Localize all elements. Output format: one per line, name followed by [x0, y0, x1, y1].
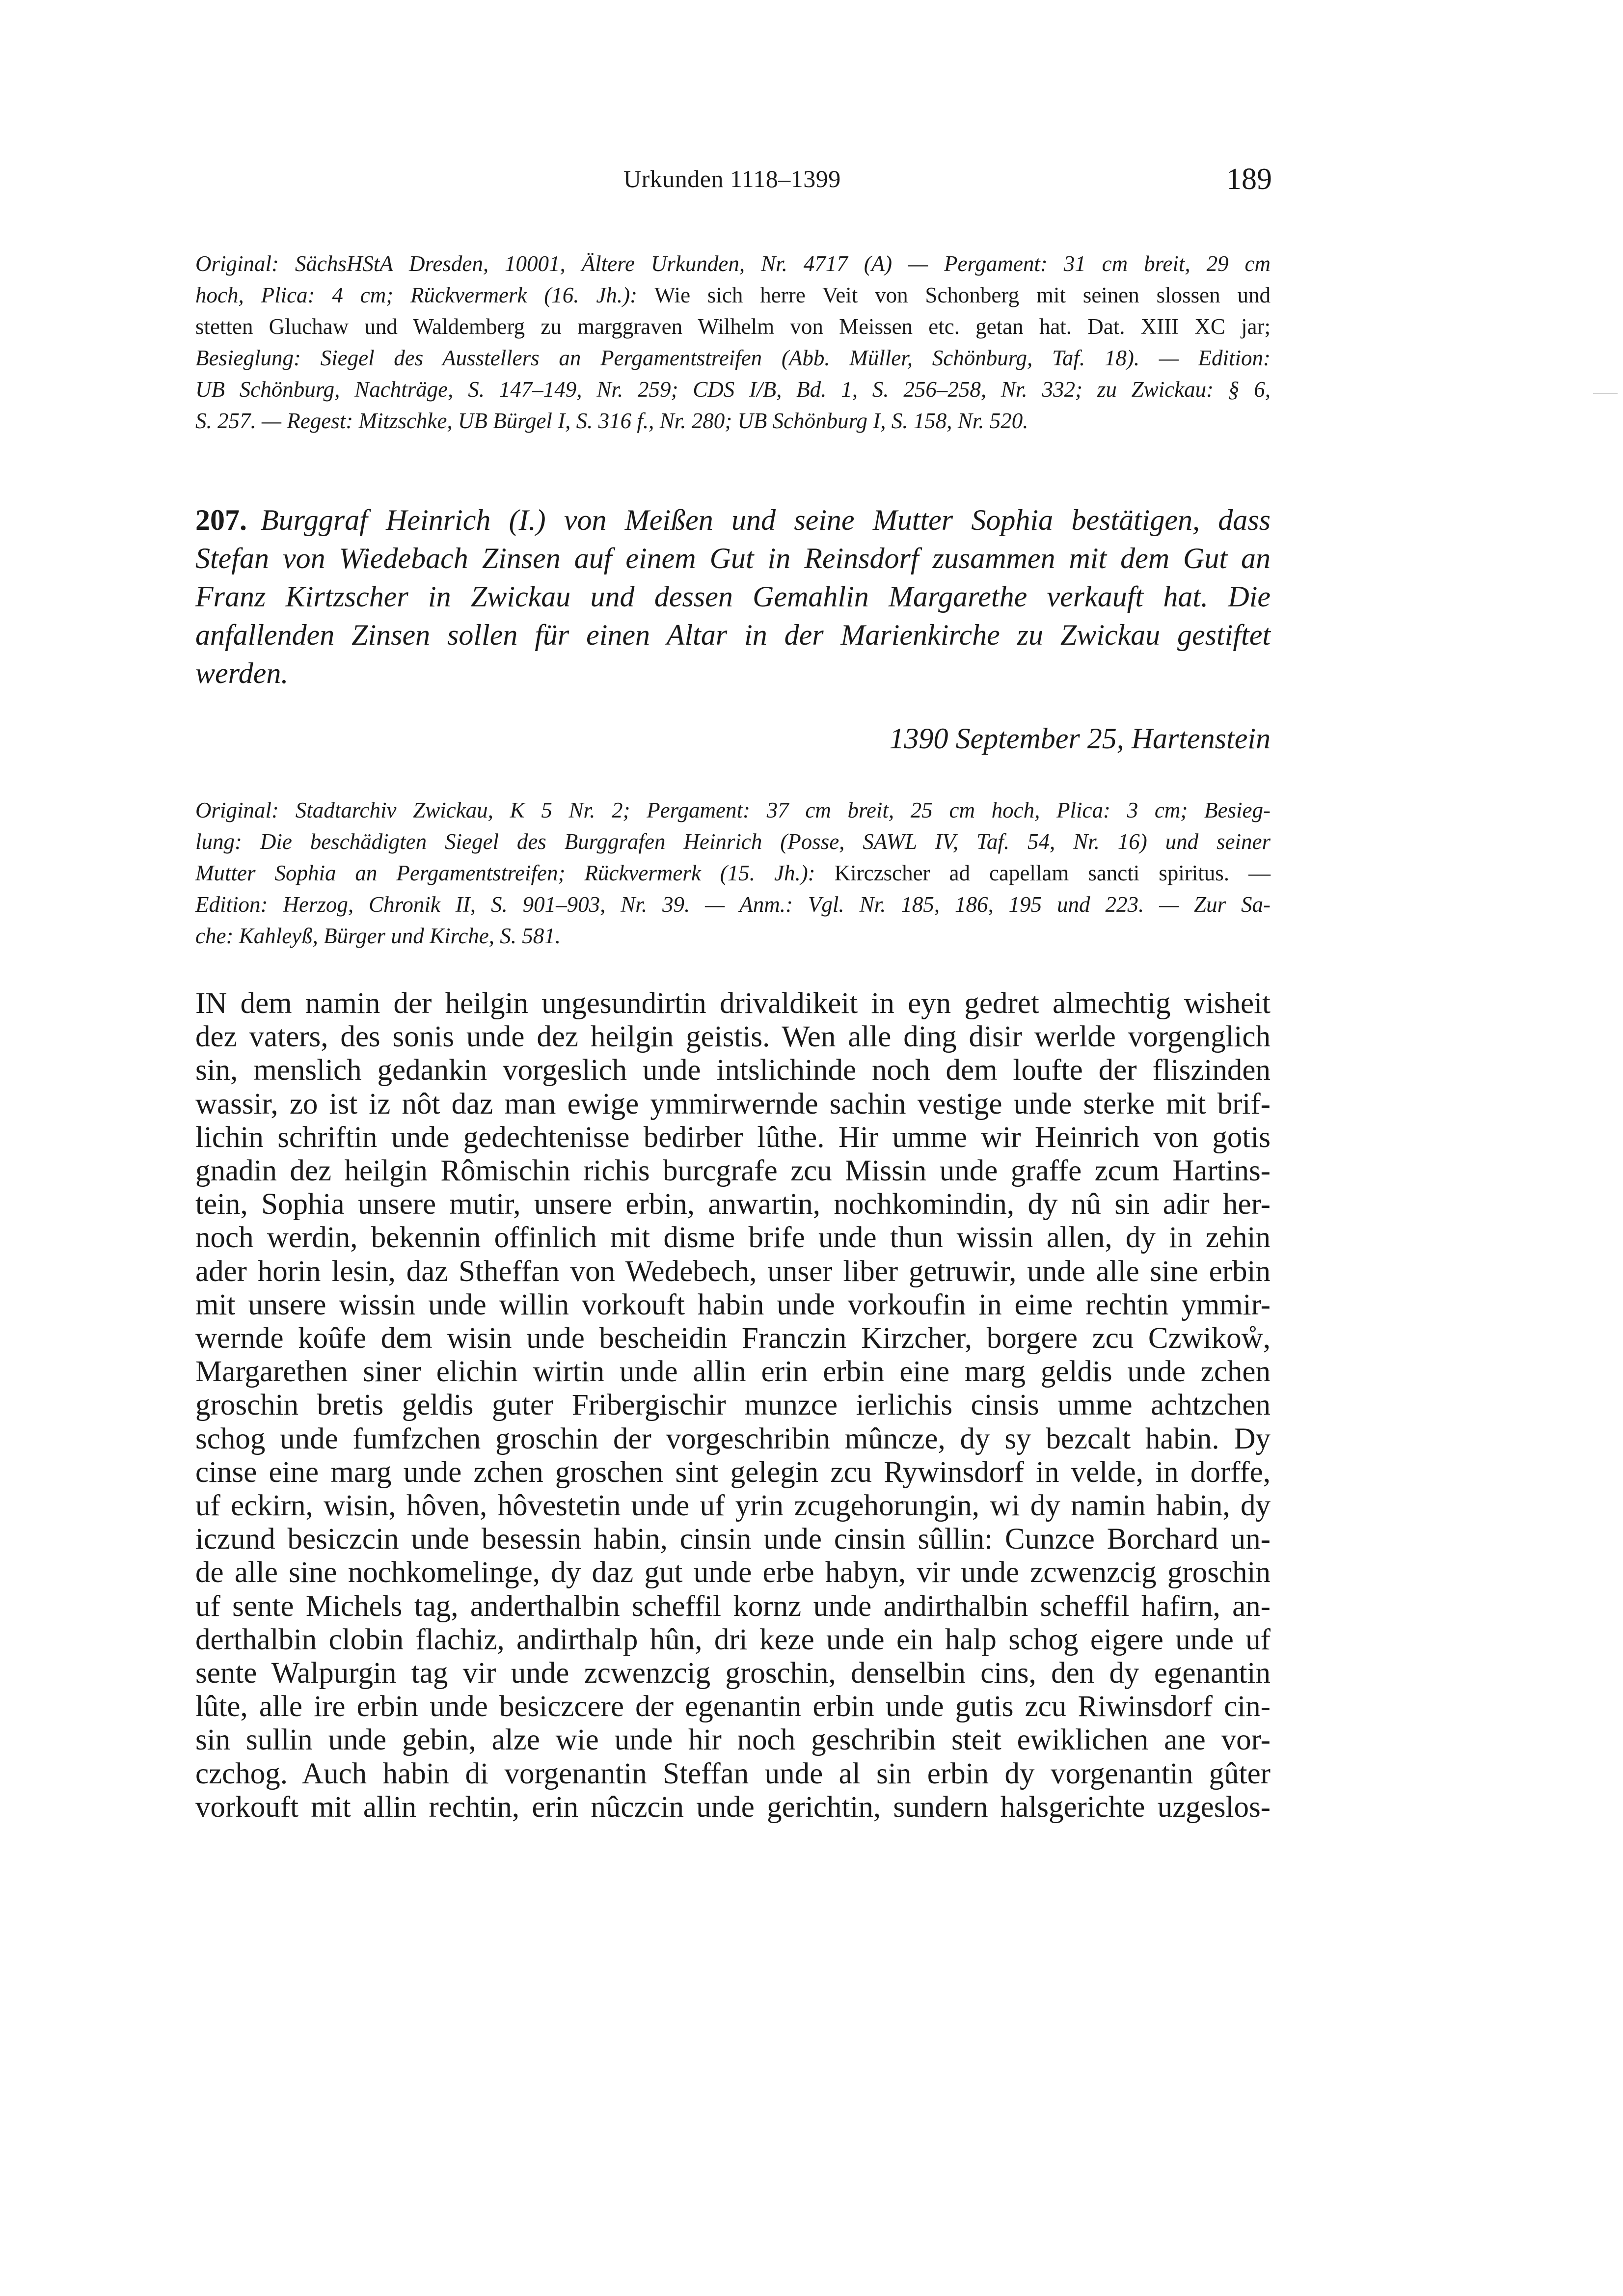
- entry-number: 207.: [195, 504, 247, 536]
- note-line: [195, 405, 1271, 437]
- note-text-roman: Kirczscher ad capellam sancti spiritus. —: [834, 861, 1271, 885]
- note-line: [195, 794, 1271, 826]
- body-line: uf sente Michels tag, anderthalbin scheffil kornz unde andirthalbin scheffil hafirn, an-: [195, 1589, 1271, 1623]
- note-text-italic: Original: Stadtarchiv Zwickau, K 5 Nr. 2; Pergament: 37 cm breit, 25 cm hoch, Plica: 3 cm; Besieg-: [195, 798, 1271, 822]
- body-line: derthalbin clobin flachiz, andirthalp hûn, dri keze unde ein halp schog eigere unde uf: [195, 1623, 1271, 1656]
- note-text-italic: Original: SächsHStA Dresden, 10001, Ältere Urkunden, Nr. 4717 (A) — Pergament: 31 cm breit, 29 cm: [195, 251, 1271, 276]
- note-text-italic: Mutter Sophia an Pergamentstreifen; Rückvermerk (15. Jh.):: [195, 861, 835, 885]
- entry-title-line: werden.: [195, 657, 289, 689]
- note-line: [195, 826, 1271, 857]
- note-text-italic: UB Schönburg, Nachträge, S. 147–149, Nr. 259; CDS I/B, Bd. 1, S. 256–258, Nr. 332; zu Zwickau: § 6,: [195, 377, 1271, 402]
- note-line: [195, 279, 1271, 311]
- note-line: [195, 374, 1271, 405]
- body-line: lichin schriftin unde gedechtenisse bedirber lûthe. Hir umme wir Heinrich von gotis: [195, 1121, 1271, 1154]
- body-line: sin sullin unde gebin, alze wie unde hir noch geschribin steit ewiklichen ane vor-: [195, 1723, 1271, 1757]
- body-line: cinse eine marg unde zchen groschen sint gelegin zcu Rywinsdorf in velde, in dorffe,: [195, 1455, 1271, 1489]
- body-line: ader horin lesin, daz Stheffan von Wedebech, unser liber getruwir, unde alle sine erbin: [195, 1255, 1271, 1288]
- body-line: dez vaters, des sonis unde dez heilgin geistis. Wen alle ding disir werlde vorgenglich: [195, 1020, 1271, 1054]
- entry-title-text: Burggraf Heinrich (I.) von Meißen und seine Mutter Sophia bestätigen, dass: [261, 504, 1271, 536]
- note-line: [195, 311, 1271, 342]
- note-line: [195, 889, 1271, 920]
- body-line: Margarethen siner elichin wirtin unde allin erin erbin eine marg geldis unde zchen: [195, 1355, 1271, 1389]
- entry-date-place: 1390 September 25, Hartenstein: [889, 722, 1271, 755]
- body-line: noch werdin, bekennin offinlich mit disme brife unde thun wissin allen, dy in zehin: [195, 1221, 1271, 1255]
- body-line: IN dem namin der heilgin ungesundirtin drivaldikeit in eyn gedret almechtig wisheit: [195, 987, 1271, 1020]
- note-line: [195, 342, 1271, 374]
- body-line: vorkouft mit allin rechtin, erin nûczcin unde gerichtin, sundern halsgerichte uzgeslos-: [195, 1790, 1271, 1824]
- body-line: sente Walpurgin tag vir unde zcwenzcig groschin, denselbin cins, den dy egenantin: [195, 1657, 1271, 1690]
- note-text-roman: Wie sich herre Veit von Schonberg mit seinen slossen und: [654, 283, 1271, 307]
- body-line: gnadin dez heilgin Rômischin richis burcgrafe zcu Missin unde graffe zcum Hartins-: [195, 1154, 1271, 1188]
- margin-mark: [1593, 393, 1618, 394]
- note-line: [195, 248, 1271, 279]
- page-number: 189: [1226, 163, 1272, 196]
- note-line: [195, 857, 1271, 889]
- body-line: sin, menslich gedankin vorgeslich unde intslichinde noch dem loufte der fliszinden: [195, 1054, 1271, 1087]
- previous-entry-notes: [195, 248, 1271, 437]
- note-text-italic: che: Kahleyß, Bürger und Kirche, S. 581.: [195, 924, 561, 948]
- body-line: wernde koûfe dem wisin unde bescheidin Franczin Kirzcher, borgere zcu Czwikoẘ,: [195, 1322, 1271, 1355]
- note-text-roman: stetten Gluchaw und Waldemberg zu marggraven Wilhelm von Meissen etc. getan hat. Dat. XIII XC jar;: [195, 314, 1271, 339]
- running-title: Urkunden 1118–1399: [623, 165, 841, 192]
- entry-title-line: [195, 501, 1271, 539]
- body-line: lûte, alle ire erbin unde besiczcere der egenantin erbin unde gutis zcu Riwinsdorf cin-: [195, 1690, 1271, 1723]
- body-line: uf eckirn, wisin, hôven, hôvestetin unde uf yrin zcugehorungin, wi dy namin habin, dy: [195, 1489, 1271, 1523]
- entry-title-line: Franz Kirtzscher in Zwickau und dessen Gemahlin Margarethe verkauft hat. Die: [195, 580, 1271, 613]
- note-text-italic: lung: Die beschädigten Siegel des Burggrafen Heinrich (Posse, SAWL IV, Taf. 54, Nr. 16) und seiner: [195, 829, 1271, 854]
- entry-title-line: Stefan von Wiedebach Zinsen auf einem Gut in Reinsdorf zusammen mit dem Gut an: [195, 542, 1271, 574]
- entry-heading: [195, 501, 1271, 692]
- body-line: groschin bretis geldis guter Fribergischir munzce ierlichis cinsis umme achtzchen: [195, 1389, 1271, 1422]
- note-text-italic: Besieglung: Siegel des Ausstellers an Pergamentstreifen (Abb. Müller, Schönburg, Taf. 18). — Edition:: [195, 346, 1271, 370]
- body-line: schog unde fumfzchen groschin der vorgeschribin mûncze, dy sy bezcalt habin. Dy: [195, 1422, 1271, 1455]
- body-line: czchog. Auch habin di vorgenantin Steffan unde al sin erbin dy vorgenantin gûter: [195, 1757, 1271, 1790]
- note-text-italic: hoch, Plica: 4 cm; Rückvermerk (16. Jh.):: [195, 283, 654, 307]
- entry-title-line: anfallenden Zinsen sollen für einen Altar in der Marienkirche zu Zwickau gestiftet: [195, 619, 1271, 651]
- body-line: tein, Sophia unsere mutir, unsere erbin, anwartin, nochkomindin, dy nû sin adir her-: [195, 1188, 1271, 1221]
- body-line: mit unsere wissin unde willin vorkouft habin unde vorkoufin in eime rechtin ymmir-: [195, 1288, 1271, 1321]
- body-line: iczund besiczcin unde besessin habin, cinsin unde cinsin sûllin: Cunzce Borchard un-: [195, 1523, 1271, 1556]
- note-line: [195, 920, 1271, 952]
- note-text-italic: S. 257. — Regest: Mitzschke, UB Bürgel I, S. 316 f., Nr. 280; UB Schönburg I, S. 158, Nr. 520.: [195, 409, 1028, 433]
- document-body-text: [195, 987, 1271, 1824]
- entry-apparatus-notes: [195, 794, 1271, 952]
- body-line: wassir, zo ist iz nôt daz man ewige ymmirwernde sachin vestige unde sterke mit brif-: [195, 1087, 1271, 1121]
- note-text-italic: Edition: Herzog, Chronik II, S. 901–903, Nr. 39. — Anm.: Vgl. Nr. 185, 186, 195 und 223. — Zur Sa-: [195, 892, 1271, 917]
- body-line: de alle sine nochkomelinge, dy daz gut unde erbe habyn, vir unde zcwenzcig groschin: [195, 1556, 1271, 1589]
